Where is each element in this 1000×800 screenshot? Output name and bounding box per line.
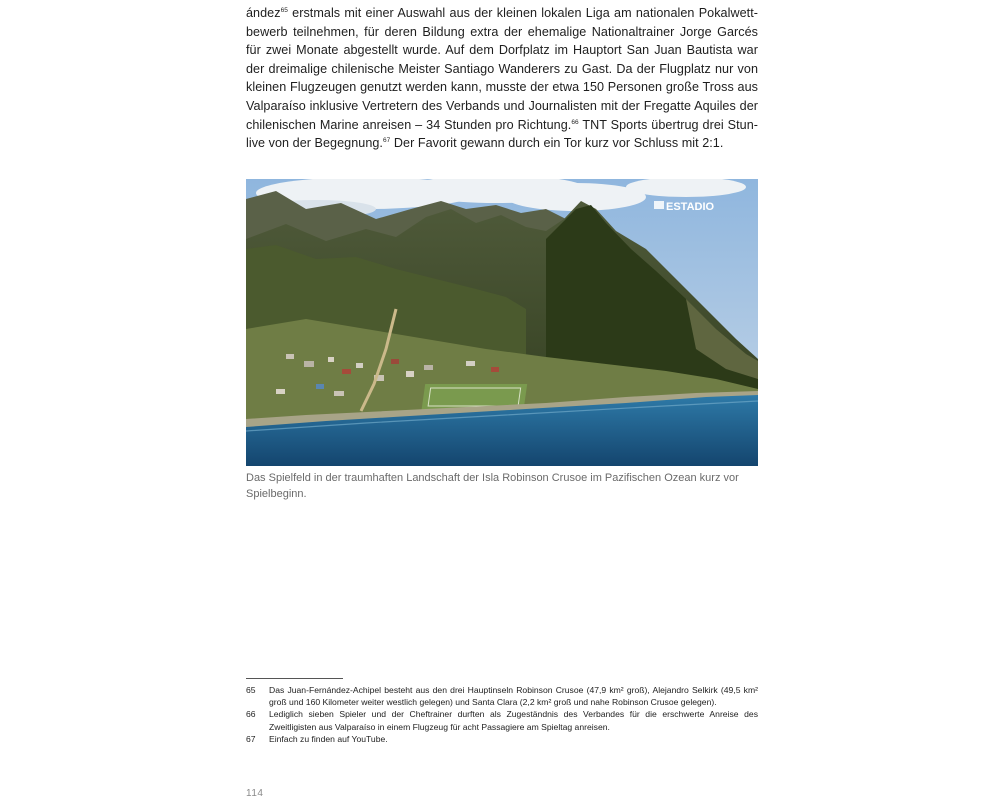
footnote-67	[246, 733, 758, 745]
body-line: für zwei Monate abgestellt wurde. Auf dem Dorfplatz im Hauptort San Juan Bautista war	[246, 43, 758, 58]
body-line: Valparaíso inklusive Vertretern des Verbands und Journalisten mit der Fregatte Aquiles der	[246, 98, 758, 113]
footnote-text: Einfach zu finden auf YouTube.	[269, 733, 388, 744]
footnote-65	[246, 684, 758, 708]
svg-text:ESTADIO: ESTADIO	[666, 201, 715, 213]
footnote-number: 65	[246, 685, 256, 695]
footnote-ref-66[interactable]: 66	[571, 118, 579, 126]
body-line: bewerb teilnehmen, für deren Bildung extra der ehemalige Nationaltrainer Jorge Garcés	[246, 24, 758, 39]
footnote-text: Das Juan-Fernández-Achipel besteht aus den drei Hauptinseln Robinson Crusoe (47,9 km² groß), Alejandro Selkirk (49,5 km² groß und 160 Kilometer weiter westlich gelegen) und Santa Clara (2,2 km² groß und nahe Robinson Crusoe gelegen).	[269, 685, 758, 708]
body-line: ández$^{65}$ erstmals mit einer Auswahl aus der kleinen lokalen Liga am nationalen Pokalwett-	[246, 6, 758, 20]
footnote-divider	[246, 678, 343, 679]
footnote-ref-65[interactable]: 65	[280, 6, 288, 14]
body-line: live von der Begegnung.$^{67}$ Der Favorit gewann durch ein Tor kurz vor Schluss mit 2:1.	[246, 136, 724, 151]
body-paragraph	[246, 4, 758, 153]
body-line: kleinen Flugzeugen genutzt werden kann, musste der etwa 150 Personen große Tross aus	[246, 80, 758, 95]
footnote-text: Lediglich sieben Spieler und der Cheftrainer durften als Zugeständnis des Verbandes für die erschwerte Anreise des Zweitligisten aus Valparaíso in einem Flugzeug für acht Passagiere am Spieltag anreisen.	[269, 709, 758, 732]
footnote-ref-67[interactable]: 67	[382, 136, 391, 144]
page-number: 114	[246, 788, 264, 799]
footnotes	[246, 684, 758, 745]
island-photo	[246, 179, 758, 466]
footnote-66	[246, 708, 758, 732]
footnote-number: 66	[246, 709, 256, 720]
body-line: chilenischen Marine anreisen – 34 Stunden pro Richtung.$^{66}$ TNT Sports übertrug drei Stun-	[246, 117, 758, 132]
footnote-number: 67	[246, 733, 256, 744]
body-line: der dreimalige chilenische Meister Santiago Wanderers zu Gast. Da der Flugplatz nur von	[246, 61, 758, 76]
aerial-landscape-image	[246, 179, 758, 466]
photo-caption: Das Spielfeld in der traumhaften Landschaft der Isla Robinson Crusoe im Pazifischen Ozean kurz vor Spielbeginn.	[246, 472, 739, 500]
